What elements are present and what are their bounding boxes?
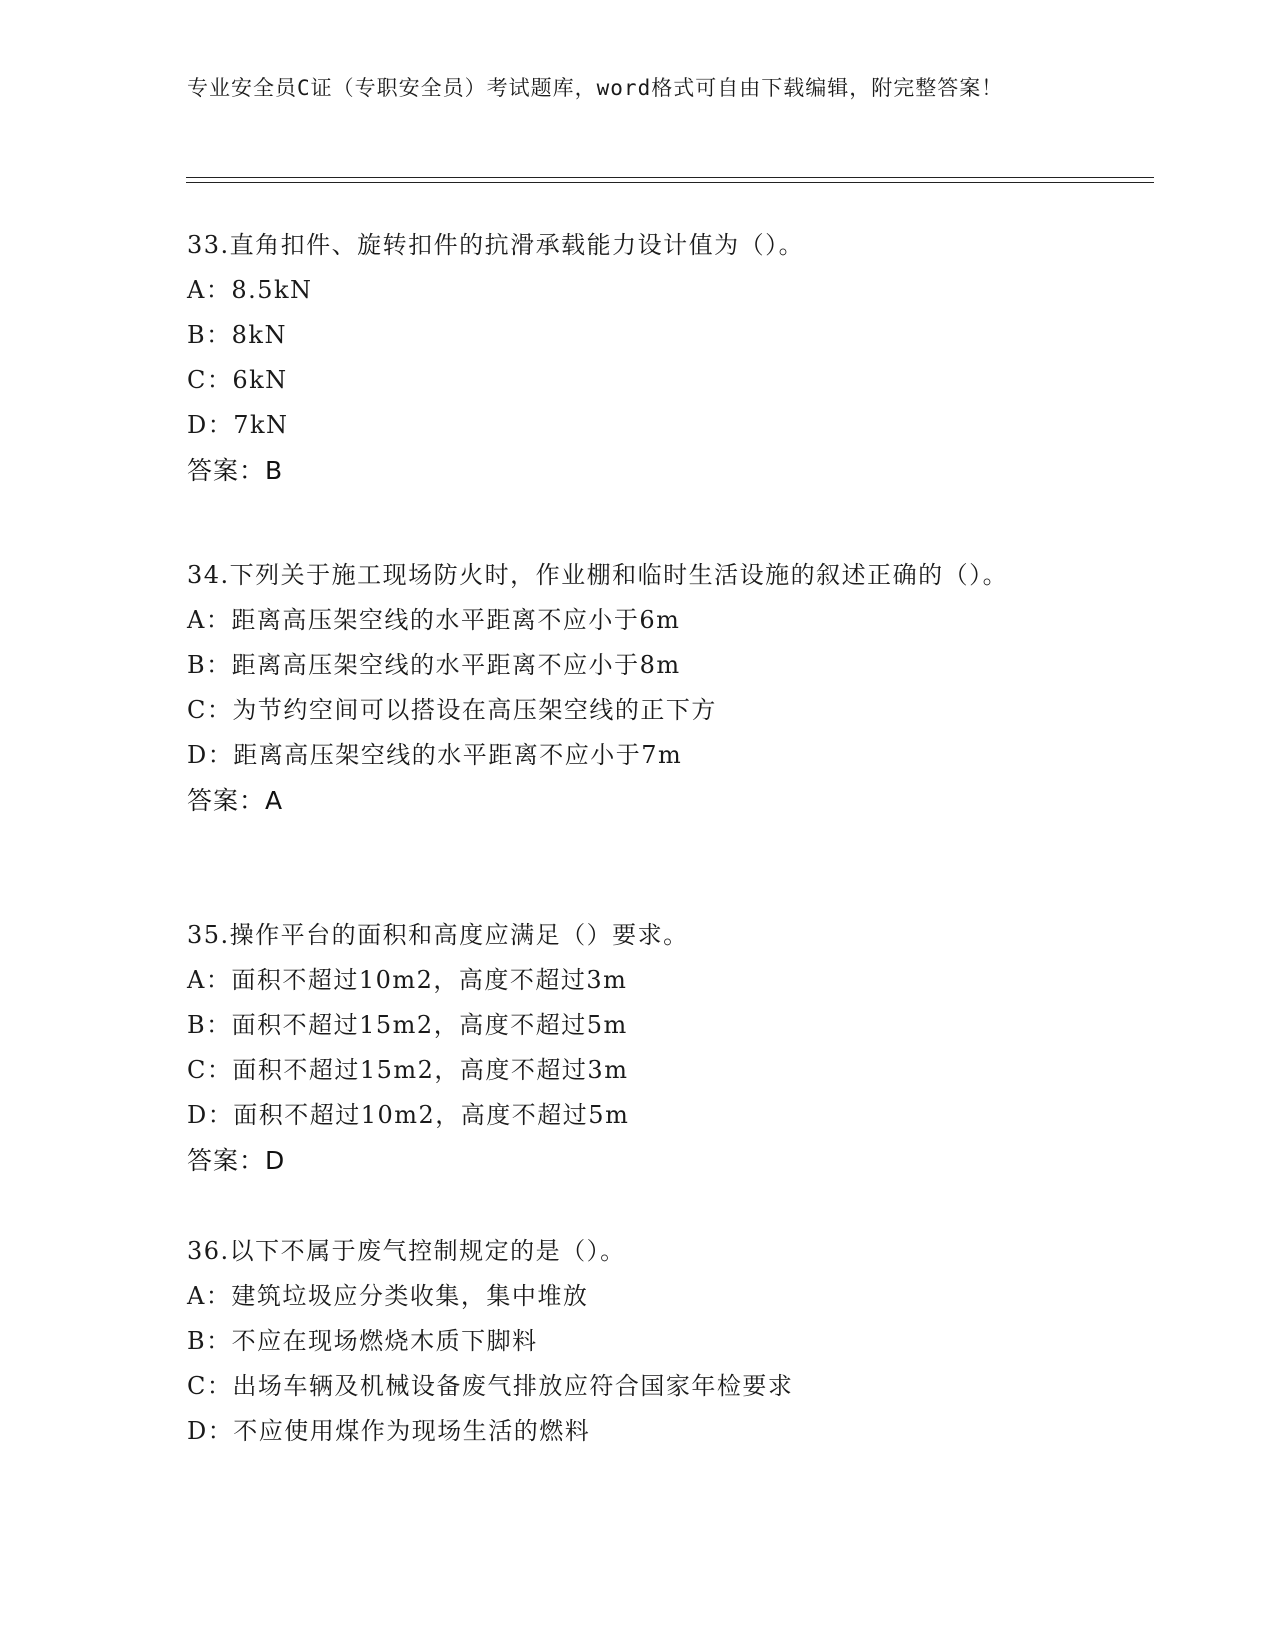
question-34 (187, 553, 1087, 823)
question-33 (187, 223, 1087, 493)
option-b: B：不应在现场燃烧木质下脚料 (187, 1327, 538, 1355)
document-header: 专业安全员C证（专职安全员）考试题库，word格式可自由下载编辑，附完整答案！ (187, 76, 1004, 100)
answer-label: 答案：D (187, 1146, 286, 1175)
option-a: A：8.5kN (187, 276, 313, 304)
option-a: A：面积不超过10m2，高度不超过3m (187, 966, 628, 994)
option-d: D：不应使用煤作为现场生活的燃料 (187, 1417, 591, 1445)
option-b: B：8kN (187, 321, 287, 349)
option-a: A：建筑垃圾应分类收集，集中堆放 (187, 1282, 589, 1310)
option-c: C：面积不超过15m2，高度不超过3m (187, 1056, 629, 1084)
question-36 (187, 1229, 1087, 1454)
option-c: C：为节约空间可以搭设在高压架空线的正下方 (187, 696, 717, 724)
option-d: D：7kN (187, 411, 289, 439)
question-35 (187, 913, 1087, 1183)
option-d: D：面积不超过10m2，高度不超过5m (187, 1101, 630, 1129)
answer-label: 答案：A (187, 786, 284, 815)
option-a: A：距离高压架空线的水平距离不应小于6m (187, 606, 681, 634)
header-divider-top (186, 177, 1154, 178)
option-d: D：距离高压架空线的水平距离不应小于7m (187, 741, 683, 769)
option-b: B：面积不超过15m2，高度不超过5m (187, 1011, 628, 1039)
option-b: B：距离高压架空线的水平距离不应小于8m (187, 651, 681, 679)
header-divider-bottom (186, 182, 1154, 183)
question-stem: 34.下列关于施工现场防火时，作业棚和临时生活设施的叙述正确的（）。 (187, 561, 1009, 589)
question-stem: 36.以下不属于废气控制规定的是（）。 (187, 1237, 626, 1265)
question-stem: 33.直角扣件、旋转扣件的抗滑承载能力设计值为（）。 (187, 231, 805, 259)
answer-label: 答案：B (187, 456, 284, 485)
option-c: C：6kN (187, 366, 288, 394)
option-c: C：出场车辆及机械设备废气排放应符合国家年检要求 (187, 1372, 794, 1400)
question-stem: 35.操作平台的面积和高度应满足（）要求。 (187, 921, 689, 949)
